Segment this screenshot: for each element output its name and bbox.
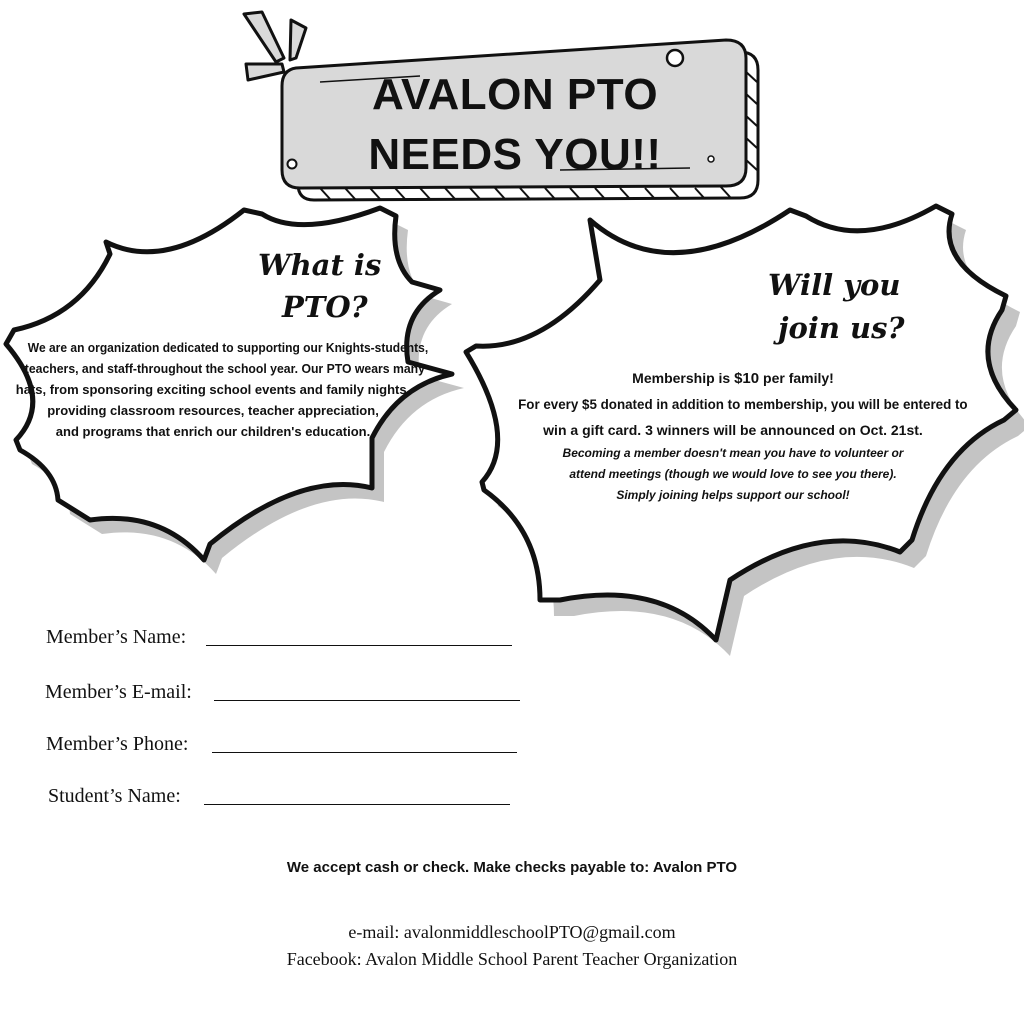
what-is-body-line: and programs that enrich our children's education. xyxy=(55,424,371,439)
membership-amount: $10 xyxy=(734,370,760,387)
member-email-field[interactable] xyxy=(214,700,520,701)
member-note-line: Becoming a member doesn't mean you have to volunteer or xyxy=(562,446,904,460)
contact-facebook: Facebook: Avalon Middle School Parent Teacher Organization xyxy=(286,949,738,969)
member-phone-field[interactable] xyxy=(212,752,517,753)
membership-prefix: Membership is xyxy=(632,370,735,386)
member-phone-label: Member’s Phone: xyxy=(46,733,189,755)
join-heading-line2: join us? xyxy=(778,311,905,345)
donation-line: For every $5 donated in addition to membership, you will be entered to xyxy=(518,396,968,412)
member-name-field[interactable] xyxy=(206,645,512,646)
what-is-body-line: providing classroom resources, teacher appreciation, xyxy=(47,403,379,418)
member-note-line: attend meetings (though we would love to see you there). xyxy=(569,467,897,481)
what-is-heading-line1: What is xyxy=(258,248,382,282)
member-name-label: Member’s Name: xyxy=(46,626,187,648)
contact-email: e-mail: avalonmiddleschoolPTO@gmail.com xyxy=(348,922,676,942)
member-note-line: Simply joining helps support our school! xyxy=(616,488,850,502)
what-is-heading-line2: PTO? xyxy=(282,290,368,324)
what-is-body-line: hats, from sponsoring exciting school events and family nights, xyxy=(15,382,411,397)
what-is-body-line: teachers, and staff-throughout the school year. Our PTO wears many xyxy=(24,361,425,376)
join-heading-line1: Will you xyxy=(768,268,901,302)
banner-title-line1: AVALON PTO xyxy=(371,70,659,119)
donation-line: win a gift card. 3 winners will be announced on Oct. 21st. xyxy=(543,422,923,438)
student-name-label: Student’s Name: xyxy=(48,785,181,807)
membership-line xyxy=(533,370,933,387)
student-name-field[interactable] xyxy=(204,804,510,805)
member-email-label: Member’s E-mail: xyxy=(45,681,192,703)
membership-suffix: per family! xyxy=(759,370,834,386)
payment-note: We accept cash or check. Make checks payable to: Avalon PTO xyxy=(286,859,738,876)
what-is-body-line: We are an organization dedicated to supporting our Knights-students, xyxy=(27,340,429,355)
banner-title-line2: NEEDS YOU!! xyxy=(368,130,662,179)
